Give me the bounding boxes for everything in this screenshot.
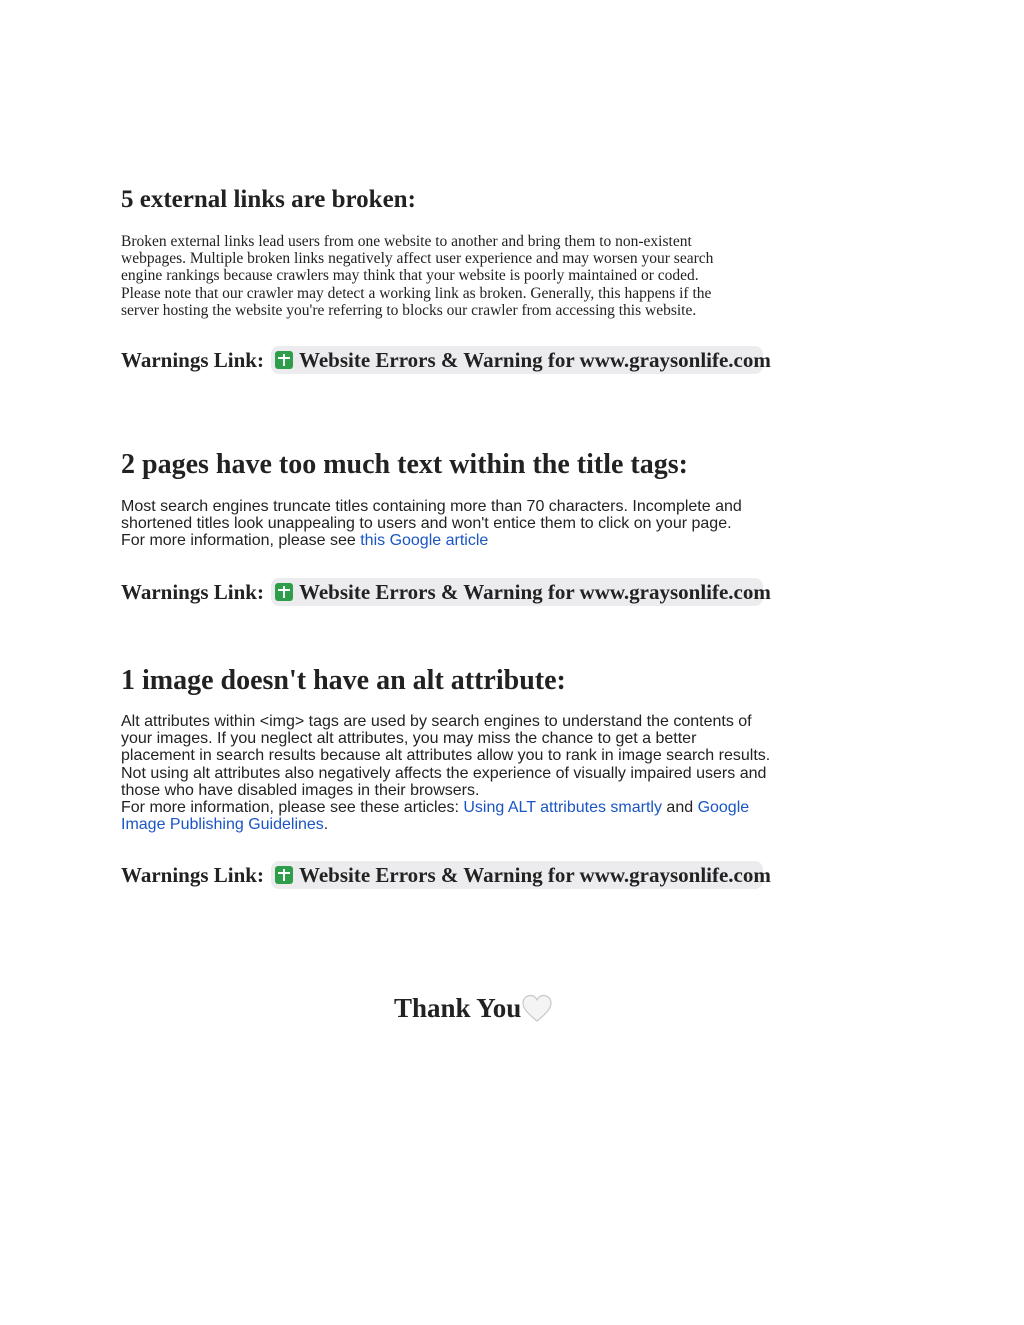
warnings-label: Warnings Link: [121, 862, 264, 887]
green-plus-icon [275, 583, 293, 601]
description-line: placement in search results because alt attributes allow you to rank in image search results. [121, 747, 771, 765]
description-line: Most search engines truncate titles containing more than 70 characters. Incomplete and [121, 498, 742, 515]
more-info-line [121, 532, 811, 549]
section-missing-alt [121, 665, 811, 697]
section-description [121, 713, 811, 833]
section-heading: 2 pages have too much text within the title tags: [121, 449, 688, 480]
more-info-prefix: For more information, please see [121, 532, 361, 550]
description-line: Alt attributes within <img> tags are used by search engines to understand the contents of [121, 713, 752, 730]
warnings-link[interactable] [271, 578, 771, 606]
section-broken-links [121, 186, 811, 215]
description-line: those who have disabled images in their browsers. [121, 781, 480, 799]
period-text: . [323, 816, 329, 834]
alt-attributes-link[interactable]: Using ALT attributes smartly [463, 799, 662, 817]
warnings-row [121, 346, 771, 374]
warnings-link-text[interactable]: Website Errors & Warning for www.graysonlife.com [298, 579, 771, 604]
warnings-link-text[interactable]: Website Errors & Warning for www.graysonlife.com [298, 862, 771, 887]
and-text: and [661, 799, 698, 817]
warnings-label: Warnings Link: [121, 347, 264, 372]
description-line: your images. If you neglect alt attributes, you may miss the chance to get a better [121, 730, 697, 748]
thank-you [394, 993, 552, 1024]
section-title-too-long [121, 449, 811, 481]
description-line: Broken external links lead users from one website to another and bring them to non-existent [121, 233, 692, 250]
description-line: shortened titles look unappealing to users and won't entice them to click on your page. [121, 515, 732, 533]
green-plus-icon [275, 351, 293, 369]
description-line: server hosting the website you're referring to blocks our crawler from accessing this website. [121, 301, 697, 319]
warnings-row [121, 578, 771, 606]
google-article-link[interactable]: this Google article [360, 532, 489, 550]
warnings-link-text[interactable]: Website Errors & Warning for www.graysonlife.com [298, 347, 771, 372]
green-plus-icon [275, 866, 293, 884]
description-line: Not using alt attributes also negatively affects the experience of visually impaired users and [121, 764, 767, 782]
section-heading: 1 image doesn't have an alt attribute: [121, 665, 566, 696]
description-line: engine rankings because crawlers may think that your website is poorly maintained or coded. [121, 267, 699, 285]
section-description [121, 498, 811, 550]
description-line: Please note that our crawler may detect a working link as broken. Generally, this happens if the [121, 284, 712, 302]
thank-you-text: Thank You [394, 993, 522, 1023]
image-guidelines-link[interactable]: Google [697, 799, 750, 817]
warnings-row [121, 861, 771, 889]
more-info-line [121, 799, 811, 816]
section-heading: 5 external links are broken: [121, 186, 416, 213]
section-description [121, 233, 811, 319]
image-guidelines-link-cont[interactable]: Image Publishing Guidelines [121, 816, 324, 834]
warnings-label: Warnings Link: [121, 579, 264, 604]
white-heart-icon [522, 994, 552, 1024]
description-line: webpages. Multiple broken links negatively affect user experience and may worsen your search [121, 250, 714, 268]
more-info-line-cont [121, 816, 811, 833]
warnings-link[interactable] [271, 346, 771, 374]
warnings-link[interactable] [271, 861, 771, 889]
more-info-prefix: For more information, please see these articles: [121, 799, 464, 817]
